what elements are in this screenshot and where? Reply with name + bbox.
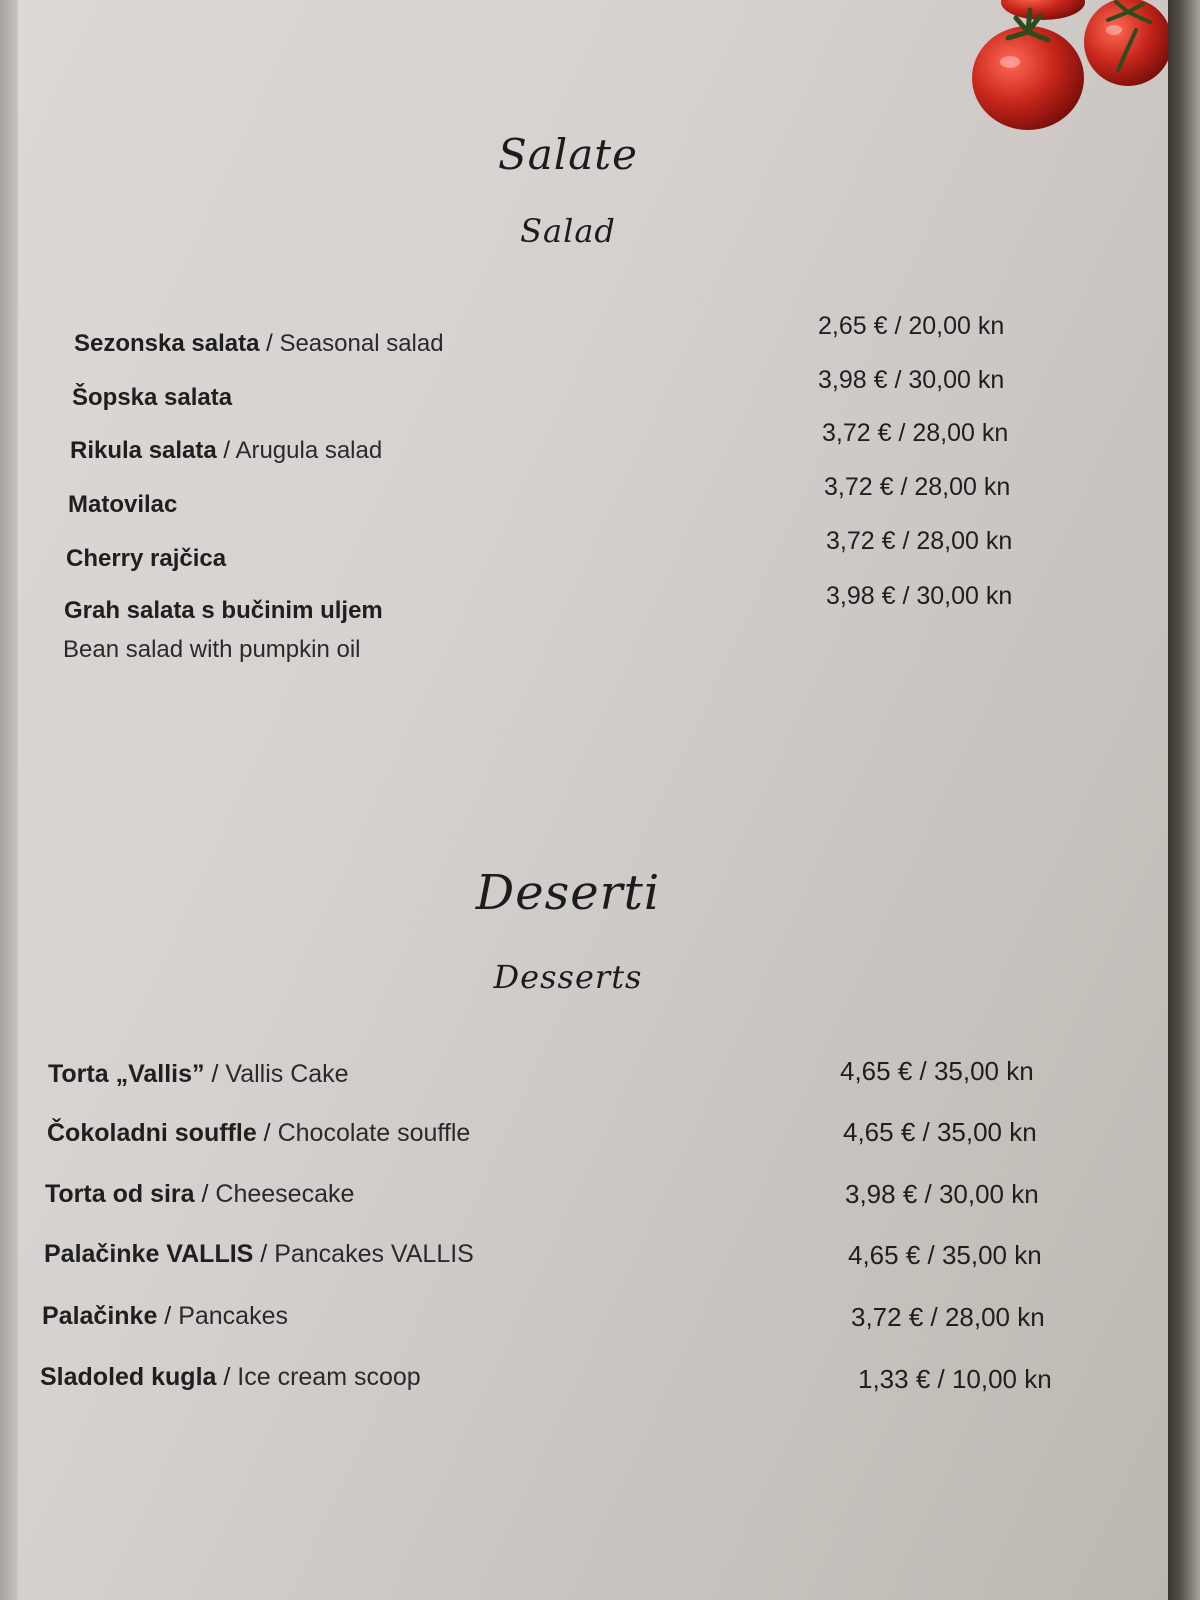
salad-item-price: 2,65 € / 20,00 kn [818, 312, 1005, 340]
salads-subtitle: Salad [520, 212, 616, 250]
dessert-item-separator: / [256, 1119, 278, 1147]
page-shadow-left [0, 0, 18, 1600]
salad-item-name-hr: Cherry rajčica [66, 545, 227, 572]
salad-item-separator: / [259, 330, 280, 357]
dessert-item-name-hr: Sladoled kugla [40, 1363, 217, 1391]
dessert-item-price: 3,98 € / 30,00 kn [845, 1179, 1039, 1209]
dessert-item [40, 1363, 421, 1392]
dessert-item-price: 4,65 € / 35,00 kn [848, 1240, 1042, 1270]
salad-item-price: 3,72 € / 28,00 kn [824, 473, 1011, 501]
dessert-item-price: 4,65 € / 35,00 kn [843, 1117, 1037, 1147]
dessert-item-separator: / [194, 1180, 216, 1208]
salad-item-name-en: Bean salad with pumpkin oil [63, 636, 361, 663]
salad-item-name-en: Seasonal salad [279, 330, 444, 357]
dessert-item [44, 1240, 474, 1269]
dessert-item-name-hr: Torta „Vallis” [48, 1060, 205, 1088]
dessert-item-name-en: Pancakes VALLIS [274, 1240, 474, 1268]
dessert-item [45, 1180, 354, 1209]
dessert-item-name-en: Vallis Cake [225, 1060, 349, 1088]
dessert-item-separator: / [216, 1363, 238, 1391]
menu-cover-edge [1168, 0, 1200, 1600]
dessert-item [48, 1060, 349, 1089]
dessert-item-price: 4,65 € / 35,00 kn [840, 1056, 1034, 1086]
dessert-item-name-en: Chocolate souffle [277, 1119, 471, 1147]
salad-item [64, 597, 383, 625]
dessert-item [42, 1302, 288, 1331]
salad-item-separator: / [216, 437, 236, 464]
salad-item-name-hr: Rikula salata [70, 437, 217, 464]
dessert-item-separator: / [157, 1302, 179, 1330]
menu-page [18, 0, 1170, 1600]
dessert-item-price: 3,72 € / 28,00 kn [851, 1302, 1045, 1332]
salad-item-name-hr: Sezonska salata [74, 330, 260, 357]
salad-item [72, 384, 232, 412]
salad-item-price: 3,72 € / 28,00 kn [822, 419, 1009, 447]
dessert-item [47, 1119, 470, 1148]
dessert-item-name-hr: Čokoladni souffle [47, 1119, 257, 1147]
dessert-item-name-hr: Palačinke [42, 1302, 158, 1330]
dessert-item-name-hr: Torta od sira [45, 1180, 195, 1208]
salad-item-price: 3,72 € / 28,00 kn [826, 527, 1013, 555]
salads-title: Salate [497, 130, 639, 179]
salad-item [70, 437, 382, 465]
desserts-title: Deserti [475, 865, 661, 921]
salad-item [66, 545, 226, 573]
dessert-item-name-en: Ice cream scoop [237, 1363, 421, 1391]
tomatoes-decoration [968, 0, 1170, 140]
dessert-item-price: 1,33 € / 10,00 kn [858, 1364, 1052, 1394]
salad-item-name-en: Arugula salad [235, 437, 383, 464]
dessert-item-name-en: Pancakes [178, 1302, 288, 1330]
salad-item-name-hr: Matovilac [68, 491, 178, 518]
salad-item [74, 330, 444, 358]
dessert-item-separator: / [253, 1240, 275, 1268]
desserts-subtitle: Desserts [493, 958, 643, 996]
dessert-item-name-hr: Palačinke VALLIS [44, 1240, 254, 1268]
dessert-item-name-en: Cheesecake [215, 1180, 355, 1208]
dessert-item-separator: / [204, 1060, 226, 1088]
salad-item-price: 3,98 € / 30,00 kn [818, 366, 1005, 394]
salad-item-price: 3,98 € / 30,00 kn [826, 582, 1013, 610]
salad-item-name-hr: Šopska salata [72, 384, 233, 411]
salad-item-name-hr: Grah salata s bučinim uljem [64, 597, 383, 624]
salad-item [68, 491, 177, 519]
